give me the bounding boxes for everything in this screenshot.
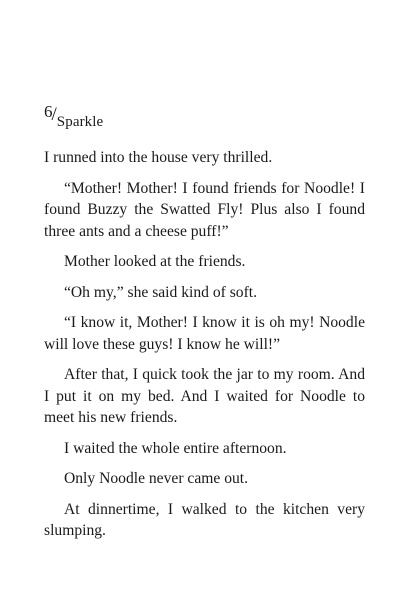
chapter-heading — [44, 102, 104, 130]
paragraph: “Oh my,” she said kind of soft. — [64, 283, 258, 301]
paragraph: After that, I quick took the jar to my room. And I put it on my bed. And I waited for Noodle to meet his new friends. — [44, 366, 365, 426]
chapter-number: 6 — [44, 102, 53, 121]
paragraph: I runned into the house very thrilled. — [44, 149, 273, 166]
chapter-title: Sparkle — [56, 114, 104, 130]
paragraph: Only Noodle never came out. — [64, 470, 249, 487]
paragraph: I waited the whole entire afternoon. — [64, 439, 287, 457]
paragraph: At dinnertime, I walked to the kitchen very slumping. — [44, 500, 365, 539]
paragraph: Mother looked at the friends. — [64, 253, 246, 270]
chapter-slash: / — [51, 104, 57, 125]
chapter-body — [44, 147, 365, 551]
paragraph: “I know it, Mother! I know it is oh my! Noodle will love these guys! I know he will!” — [44, 314, 365, 353]
paragraph: “Mother! Mother! I found friends for Noodle! I found Buzzy the Swatted Fly! Plus also I found three ants and a cheese puff!” — [44, 179, 365, 240]
